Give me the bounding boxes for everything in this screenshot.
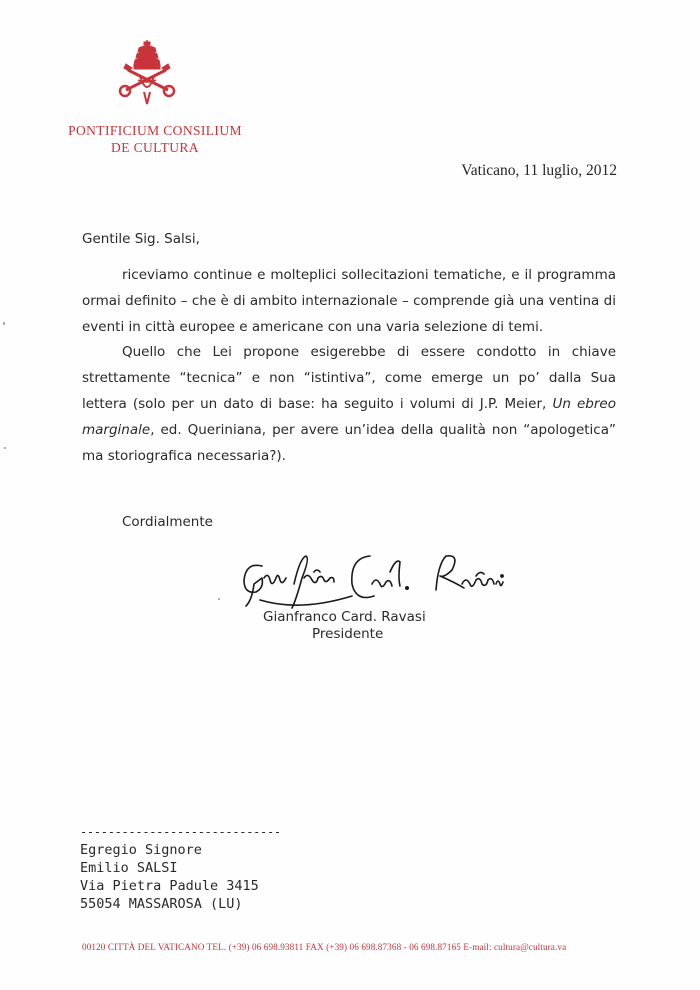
salutation: Gentile Sig. Salsi, (82, 231, 200, 247)
address-line-2: Emilio SALSI (80, 860, 178, 876)
signer-role: Presidente (312, 626, 384, 642)
signer-block (263, 609, 426, 643)
recipient-address (80, 823, 281, 913)
closing: Cordialmente (122, 514, 213, 530)
handwritten-signature-icon (240, 548, 520, 610)
letter-date: Vaticano, 11 luglio, 2012 (461, 162, 617, 179)
letter-body (82, 263, 616, 469)
paragraph-1: riceviamo continue e molteplici sollecitazioni tematiche, e il programma ormai definito – che è di ambito internazionale – comprende già una ventina di eventi in città europee e americane con una varia selezione di temi. (82, 267, 616, 335)
scan-speck (218, 598, 220, 600)
organization-line-1: PONTIFICIUM CONSILIUM (68, 123, 242, 138)
signer-name: Gianfranco Card. Ravasi (263, 609, 426, 625)
address-line-3: Via Pietra Padule 3415 (80, 878, 259, 894)
paragraph-2-rest: , ed. Queriniana, per avere un’idea della qualità non “apologetica” ma storiografica necessaria?). (82, 421, 616, 464)
papal-coat-of-arms-icon (114, 40, 180, 106)
address-line-4: 55054 MASSAROSA (LU) (80, 896, 243, 912)
book-title: Un ebreo marginale (82, 395, 616, 438)
paragraph-2-text: Quello che Lei propone esigerebbe di essere condotto in chiave strettamente “tecnica” e non “istintiva”, come emerge un po’ dalla Sua lettera (solo per un dato di base: ha seguito i volumi di J.P. Meier, (82, 344, 616, 412)
footer-contact: 00120 CITTÀ DEL VATICANO TEL. (+39) 06 698.93811 FAX (+39) 06 698.87368 - 06 698.87165 E-mail: cultura@cultura.va (82, 942, 567, 952)
scan-speck (4, 447, 6, 449)
address-rule: ----------------------------- (80, 825, 281, 839)
paragraph-2 (82, 340, 616, 469)
organization-name (60, 122, 250, 156)
scan-speck (3, 322, 5, 325)
address-line-1: Egregio Signore (80, 842, 202, 858)
organization-line-2: DE CULTURA (111, 140, 199, 155)
